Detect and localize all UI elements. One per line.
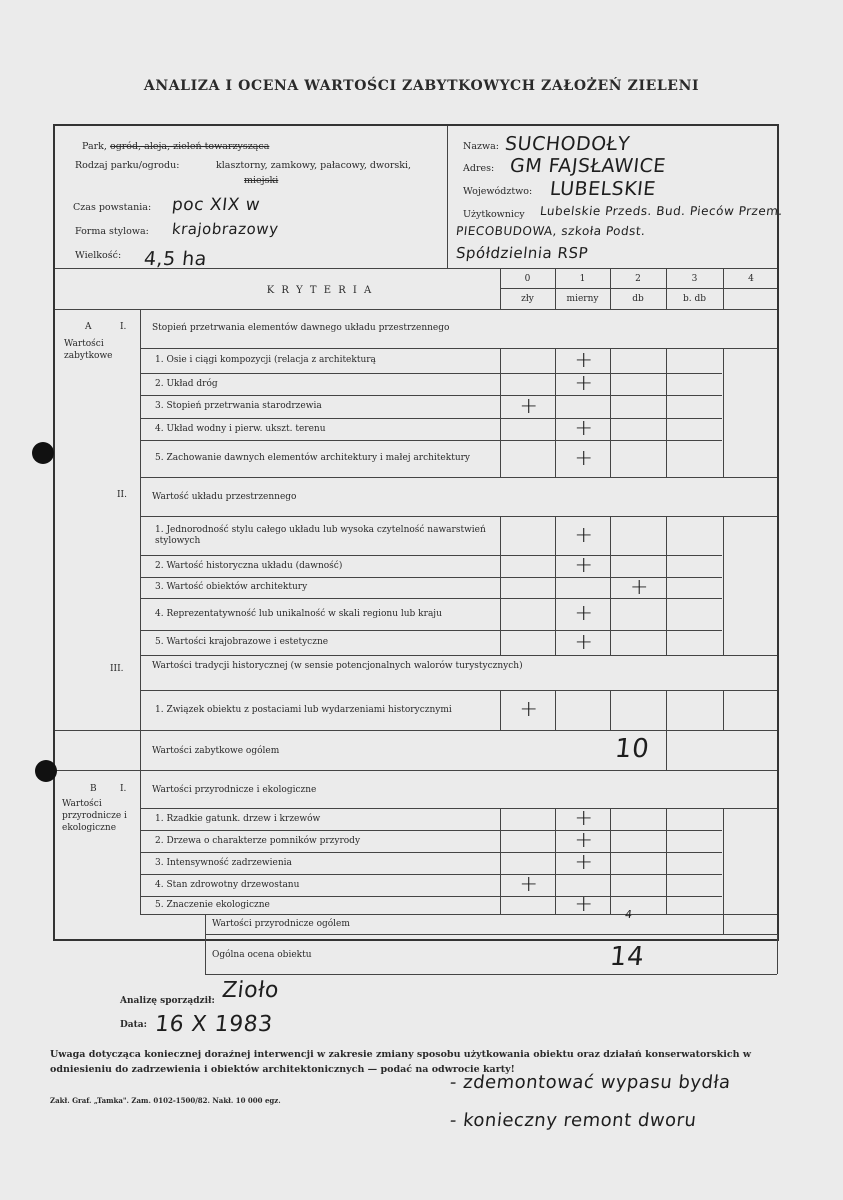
a2-cell-line <box>610 516 611 555</box>
a1-cell-line <box>555 373 556 395</box>
check-mark: + <box>519 393 538 419</box>
total-b-bottom <box>205 934 777 935</box>
b-item: 1. Rzadkie gatunk. drzew i krzewów <box>155 813 321 824</box>
handwritten-note-1: - zdemontować wypasu bydła <box>448 1072 732 1093</box>
score-header-divider <box>500 288 777 289</box>
a2-cell-line <box>610 577 611 598</box>
page-title: ANALIZA I OCENA WARTOŚCI ZABYTKOWYCH ZAŁOŻEŃ ZIELENI <box>143 78 700 94</box>
a1-cell-line <box>500 348 501 373</box>
a2-item: 1. Jednorodność stylu całego układu lub wysoka czytelność nawarstwień stylowych <box>155 524 486 546</box>
a1-item: 1. Osie i ciągi kompozycji (relacja z architekturą <box>155 355 376 365</box>
kryteria-header: K R Y T E R I A <box>266 285 374 296</box>
check-mark: + <box>574 522 593 548</box>
a2-cell-line <box>666 555 667 577</box>
a2-item: 3. Wartość obiektów architektury <box>155 582 308 592</box>
nazwa-value: SUCHODOŁY <box>503 133 632 155</box>
uzytkownicy-label: Użytkownicy <box>463 209 525 220</box>
section-a-roman-2: II. <box>117 490 127 500</box>
a2-cell-line <box>555 516 556 555</box>
a1-cell-line <box>610 373 611 395</box>
a2-title: Wartość układu przestrzennego <box>152 492 297 502</box>
total-b-value: 4 <box>624 908 634 921</box>
score-1: 1 <box>579 274 586 284</box>
a2-cell-line <box>666 577 667 598</box>
section-a-roman-3: III. <box>110 664 124 674</box>
handwritten-note-2: - konieczny remont dworu <box>448 1110 698 1131</box>
wielkosc-label: Wielkość: <box>75 250 122 261</box>
a1-cell-line <box>555 395 556 418</box>
a2-cell-line <box>555 598 556 630</box>
grade-2: db <box>632 294 644 304</box>
a1-item: 5. Zachowanie dawnych elementów architektury i małej architektury <box>155 453 471 463</box>
a2-cell-line <box>610 598 611 630</box>
a1-cell-line <box>610 440 611 477</box>
b-cell-line <box>555 830 556 852</box>
overall-value: 14 <box>608 942 646 972</box>
a3-cell-line <box>723 690 724 730</box>
b-items-bottom <box>140 914 777 915</box>
b-item: 2. Drzewa o charakterze pomników przyrody <box>155 835 361 846</box>
a2-item: 5. Wartości krajobrazowe i estetyczne <box>155 637 329 647</box>
check-mark: + <box>574 601 593 626</box>
score-2: 2 <box>635 274 641 284</box>
b-cell-line <box>555 808 556 830</box>
b-cell-line <box>555 852 556 874</box>
score-4: 4 <box>748 274 754 284</box>
b-cell-line <box>666 874 667 896</box>
total-b-line <box>723 914 724 934</box>
total-a-bottom <box>55 770 777 771</box>
score-col-line <box>723 268 724 309</box>
a2-cell-line <box>555 630 556 655</box>
a2-cell-line <box>610 555 611 577</box>
section-a-group: Wartości zabytkowe <box>64 339 113 361</box>
b-cell-line <box>723 808 724 830</box>
overall-left-line <box>205 914 206 974</box>
check-mark: + <box>519 697 538 722</box>
overall-bottom <box>205 974 777 975</box>
check-mark: + <box>519 872 538 897</box>
a1-cell-line <box>666 348 667 373</box>
a3-bottom <box>55 730 777 731</box>
a2-cell-line <box>500 555 501 577</box>
park-label: Park, ogród, aleja, zieleń towarzysząca <box>82 141 270 152</box>
b-cell-line <box>500 808 501 830</box>
a1-cell-line <box>610 348 611 373</box>
score-3: 3 <box>691 274 698 284</box>
overall-label: Ogólna ocena obiektu <box>212 950 312 960</box>
b-cell-line <box>666 896 667 914</box>
a2-cell-line <box>500 630 501 655</box>
b-cell-line <box>666 808 667 830</box>
b-title: Wartości przyrodnicze i ekologiczne <box>152 785 317 795</box>
a2-bottom <box>140 655 777 656</box>
section-a-roman-1: I. <box>120 322 127 332</box>
a1-bottom <box>140 477 777 478</box>
check-mark: + <box>574 806 593 831</box>
check-mark: + <box>574 347 593 373</box>
a1-cell-line <box>555 348 556 373</box>
total-b-label: Wartości przyrodnicze ogólem <box>212 919 350 929</box>
score-col-line <box>666 268 667 309</box>
a1-item: 2. Układ dróg <box>155 378 218 389</box>
a1-cell-line <box>610 418 611 440</box>
check-mark: + <box>574 828 593 853</box>
header-divider <box>447 126 448 268</box>
a3-cell-line <box>555 690 556 730</box>
b-cell-line <box>610 874 611 896</box>
a2-cell-line <box>723 555 724 577</box>
b-cell-line <box>610 852 611 874</box>
section-b-roman: I. <box>120 784 127 794</box>
forma-value: krajobrazowy <box>171 220 280 238</box>
grade-1: mierny <box>566 294 599 304</box>
a1-cell-line <box>666 395 667 418</box>
a1-item: 3. Stopień przetrwania starodrzewia <box>155 401 322 411</box>
b-cell-line <box>610 830 611 852</box>
b-cell-line <box>666 852 667 874</box>
rodzaj-label: Rodzaj parku/ogrodu: <box>75 160 180 171</box>
data-label: Data: <box>120 1020 147 1030</box>
a1-cell-line <box>555 418 556 440</box>
a1-cell-line <box>723 440 724 477</box>
a1-cell-line <box>500 395 501 418</box>
check-mark: + <box>574 371 593 396</box>
grade-3: b. db <box>682 294 706 304</box>
rodzaj-options-2: miejski <box>244 175 279 186</box>
a1-title: Stopień przetrwania elementów dawnego układu przestrzennego <box>152 323 450 333</box>
a2-cell-line <box>500 598 501 630</box>
adres-value: GM FAJSŁAWICE <box>508 155 667 177</box>
check-mark: + <box>574 850 593 875</box>
a1-cell-line <box>666 373 667 395</box>
label-col-line <box>140 309 141 914</box>
criteria-header-bottom <box>55 309 777 310</box>
check-mark: + <box>574 445 593 471</box>
b-cell-line <box>500 852 501 874</box>
section-b-letter: B <box>90 784 97 794</box>
a1-cell-line <box>723 373 724 395</box>
score-col-line <box>555 268 556 309</box>
a2-item: 4. Reprezentatywność lub unikalność w skali regionu lub kraju <box>155 608 442 619</box>
total-a-label: Wartości zabytkowe ogólem <box>152 746 280 756</box>
a2-cell-line <box>666 630 667 655</box>
b-cell-line <box>723 852 724 874</box>
a2-item: 2. Wartość historyczna układu (dawność) <box>155 560 343 571</box>
a2-cell-line <box>555 555 556 577</box>
a1-cell-line <box>555 440 556 477</box>
a3-title: Wartości tradycji historycznej (w sensie potencjonalnych walorów turystycznych) <box>152 661 523 671</box>
uzytkownicy-value-3: Spółdzielnia RSP <box>455 244 590 262</box>
punch-hole-top <box>32 442 54 464</box>
b-item: 4. Stan zdrowotny drzewostanu <box>155 879 300 890</box>
score-0: 0 <box>524 274 531 284</box>
b-cell-line <box>723 830 724 852</box>
b-cell-line <box>555 874 556 896</box>
b-cell-line <box>723 896 724 914</box>
a1-cell-line <box>723 418 724 440</box>
uzytkownicy-value-2: PIECOBUDOWA, szkoła Podst. <box>455 224 647 238</box>
czas-label: Czas powstania: <box>73 202 152 213</box>
czas-value: poc XIX w <box>170 195 262 215</box>
a1-cell-line <box>500 373 501 395</box>
a1-cell-line <box>610 395 611 418</box>
analiza-label: Analizę sporządził: <box>120 996 215 1006</box>
a1-cell-line <box>723 348 724 373</box>
a2-cell-line <box>500 577 501 598</box>
wojewodztwo-value: LUBELSKIE <box>548 178 657 200</box>
overall-right-line <box>777 934 778 974</box>
total-a-value: 10 <box>613 734 651 764</box>
a2-cell-line <box>500 516 501 555</box>
b-cell-line <box>500 874 501 896</box>
section-b-group: Wartości przyrodnicze i ekologiczne <box>62 799 127 833</box>
a1-cell-line <box>500 440 501 477</box>
a3-cell-line <box>500 690 501 730</box>
b-cell-line <box>666 830 667 852</box>
b-cell-line <box>500 830 501 852</box>
wojewodztwo-label: Województwo: <box>463 186 533 197</box>
forma-label: Forma stylowa: <box>75 226 149 237</box>
check-mark: + <box>574 553 593 578</box>
uzytkownicy-value-1: Lubelskie Przeds. Bud. Pieców Przem. <box>539 204 784 218</box>
score-col-line <box>610 268 611 309</box>
a2-cell-line <box>666 516 667 555</box>
b-item: 3. Intensywność zadrzewienia <box>155 857 292 868</box>
nazwa-label: Nazwa: <box>463 141 499 152</box>
b-cell-line <box>555 896 556 914</box>
a1-cell-line <box>723 395 724 418</box>
b-cell-line <box>610 808 611 830</box>
grade-0: zły <box>521 294 534 304</box>
a1-cell-line <box>666 418 667 440</box>
data-value: 16 X 1983 <box>153 1012 274 1037</box>
uwaga-note: Uwaga dotycząca koniecznej doraźnej interwencji w zakresie zmiany sposobu użytkowania obiektu oraz działań konserwatorskich w odniesieniu do zadrzewienia i obiektów architektonicznych — podać na odwrocie karty! <box>50 1049 752 1075</box>
a3-cell-line <box>666 690 667 730</box>
a3-cell-line <box>610 690 611 730</box>
score-col-line <box>500 268 501 309</box>
check-mark: + <box>574 892 593 917</box>
a2-cell-line <box>723 598 724 630</box>
check-mark: + <box>630 574 649 600</box>
wielkosc-value: 4,5 ha <box>142 248 209 270</box>
a3-item: 1. Związek obiektu z postaciami lub wydarzeniami historycznymi <box>155 704 452 715</box>
print-info: Zakł. Graf. „Tamka". Zam. 0102-1500/82. Nakł. 10 000 egz. <box>50 1096 281 1105</box>
b-cell-line <box>500 896 501 914</box>
a2-cell-line <box>723 516 724 555</box>
a2-cell-line <box>666 598 667 630</box>
b-cell-line <box>610 896 611 914</box>
a2-cell-line <box>723 577 724 598</box>
rodzaj-options: klasztorny, zamkowy, pałacowy, dworski, <box>216 160 412 171</box>
adres-label: Adres: <box>463 163 495 174</box>
a2-cell-line <box>723 630 724 655</box>
section-a-letter: A <box>85 322 92 332</box>
a2-cell-line <box>555 577 556 598</box>
check-mark: + <box>574 629 593 655</box>
punch-hole-bottom <box>35 760 57 782</box>
a1-cell-line <box>666 440 667 477</box>
b-item: 5. Znaczenie ekologiczne <box>155 899 270 910</box>
analiza-signature: Zioło <box>220 978 281 1003</box>
a1-cell-line <box>500 418 501 440</box>
a1-item: 4. Układ wodny i pierw. ukszt. terenu <box>155 423 326 434</box>
check-mark: + <box>574 416 593 441</box>
a2-cell-line <box>610 630 611 655</box>
b-cell-line <box>723 874 724 896</box>
